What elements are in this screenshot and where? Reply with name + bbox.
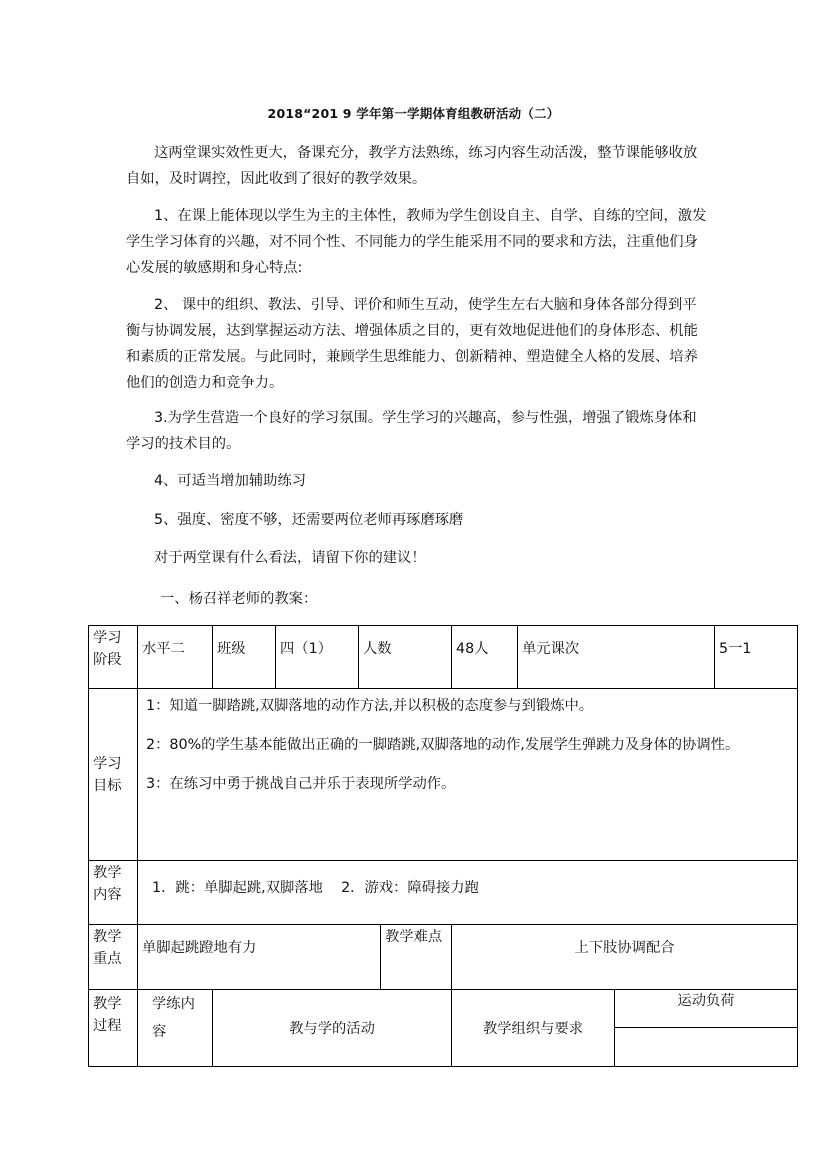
goal-item-1: 1：知道一脚踏跳,双脚落地的动作方法,并以积极的态度参与到锻炼中。 — [146, 698, 594, 714]
practice-label: 学练内容 — [138, 990, 213, 1067]
count-value: 48人 — [452, 626, 518, 689]
goal-item-2: 2：80%的学生基本能做出正确的一脚踏跳,双脚落地的动作,发展学生弹跳力及身体的协调性。 — [146, 737, 740, 753]
content-value: 1．跳：单脚起跳,双脚落地 2．游戏：障碍接力跑 — [138, 861, 798, 925]
table-row-stage — [89, 626, 798, 689]
process-label: 教学过程 — [89, 990, 138, 1067]
content-label: 教学内容 — [89, 861, 138, 925]
paragraph-point-1: 1、在课上能体现以学生为主的主体性，教师为学生创设自主、自学、自练的空间，激发学生学习体育的兴趣，对不同个性、不同能力的学生能采用不同的要求和方法，注重他们身心发展的敏感期和身心特点: — [126, 208, 707, 276]
difficulty-value: 上下肢协调配合 — [452, 925, 798, 990]
organization-label: 教学组织与要求 — [452, 990, 615, 1067]
stage-value: 水平二 — [138, 626, 213, 689]
table-row-key-difficulty — [89, 925, 798, 990]
class-value: 四（1） — [276, 626, 359, 689]
unit-label: 单元课次 — [518, 626, 715, 689]
goals-cell — [138, 689, 798, 861]
table-row-goals — [89, 689, 798, 861]
count-label: 人数 — [359, 626, 452, 689]
paragraph-point-3: 3.为学生营造一个良好的学习氛围。学生学习的兴趣高，参与性强，增强了锻炼身体和学习的技术目的。 — [126, 410, 697, 452]
key-value: 单脚起跳蹬地有力 — [138, 925, 381, 990]
goal-item-3: 3：在练习中勇于挑战自己并乐于表现所学动作。 — [146, 776, 456, 792]
paragraph-point-4: 4、可适当增加辅助练习 — [154, 473, 307, 489]
key-label: 教学重点 — [89, 925, 138, 990]
load-empty-cell — [615, 1028, 798, 1067]
paragraph-invitation: 对于两堂课有什么看法，请留下你的建议！ — [154, 550, 426, 566]
table-row-process-top — [89, 990, 798, 1028]
unit-value: 5一1 — [715, 626, 798, 689]
paragraph-point-5: 5、强度、密度不够，还需要两位老师再琢磨琢磨 — [154, 512, 464, 528]
stage-label: 学习阶段 — [89, 626, 138, 689]
paragraph-point-2: 2、 课中的组织、教法、引导、评价和师生互动，使学生左右大脑和身体各部分得到平衡与协调发展，达到掌握运动方法、增强体质之目的，更有效地促进他们的身体形态、机能和素质的正常发展。与此同时，兼顾学生思维能力、创新精神、塑造健全人格的发展、培养他们的创造力和竞争力。 — [126, 297, 698, 391]
difficulty-label: 教学难点 — [381, 925, 452, 990]
load-label: 运动负荷 — [615, 990, 798, 1028]
lesson-plan-table — [88, 625, 798, 1067]
goals-label: 学习目标 — [89, 689, 138, 861]
section-heading: 一、杨召祥老师的教案： — [160, 591, 318, 607]
table-row-content — [89, 861, 798, 925]
class-label: 班级 — [213, 626, 276, 689]
activity-label: 教与学的活动 — [213, 990, 452, 1067]
paragraph-summary: 这两堂课实效性更大，备课充分，教学方法熟练，练习内容生动活泼，整节课能够收放自如，及时调控，因此收到了很好的教学效果。 — [126, 145, 698, 187]
document-title: 2018“201 9 学年第一学期体育组教研活动（二） — [267, 106, 560, 121]
